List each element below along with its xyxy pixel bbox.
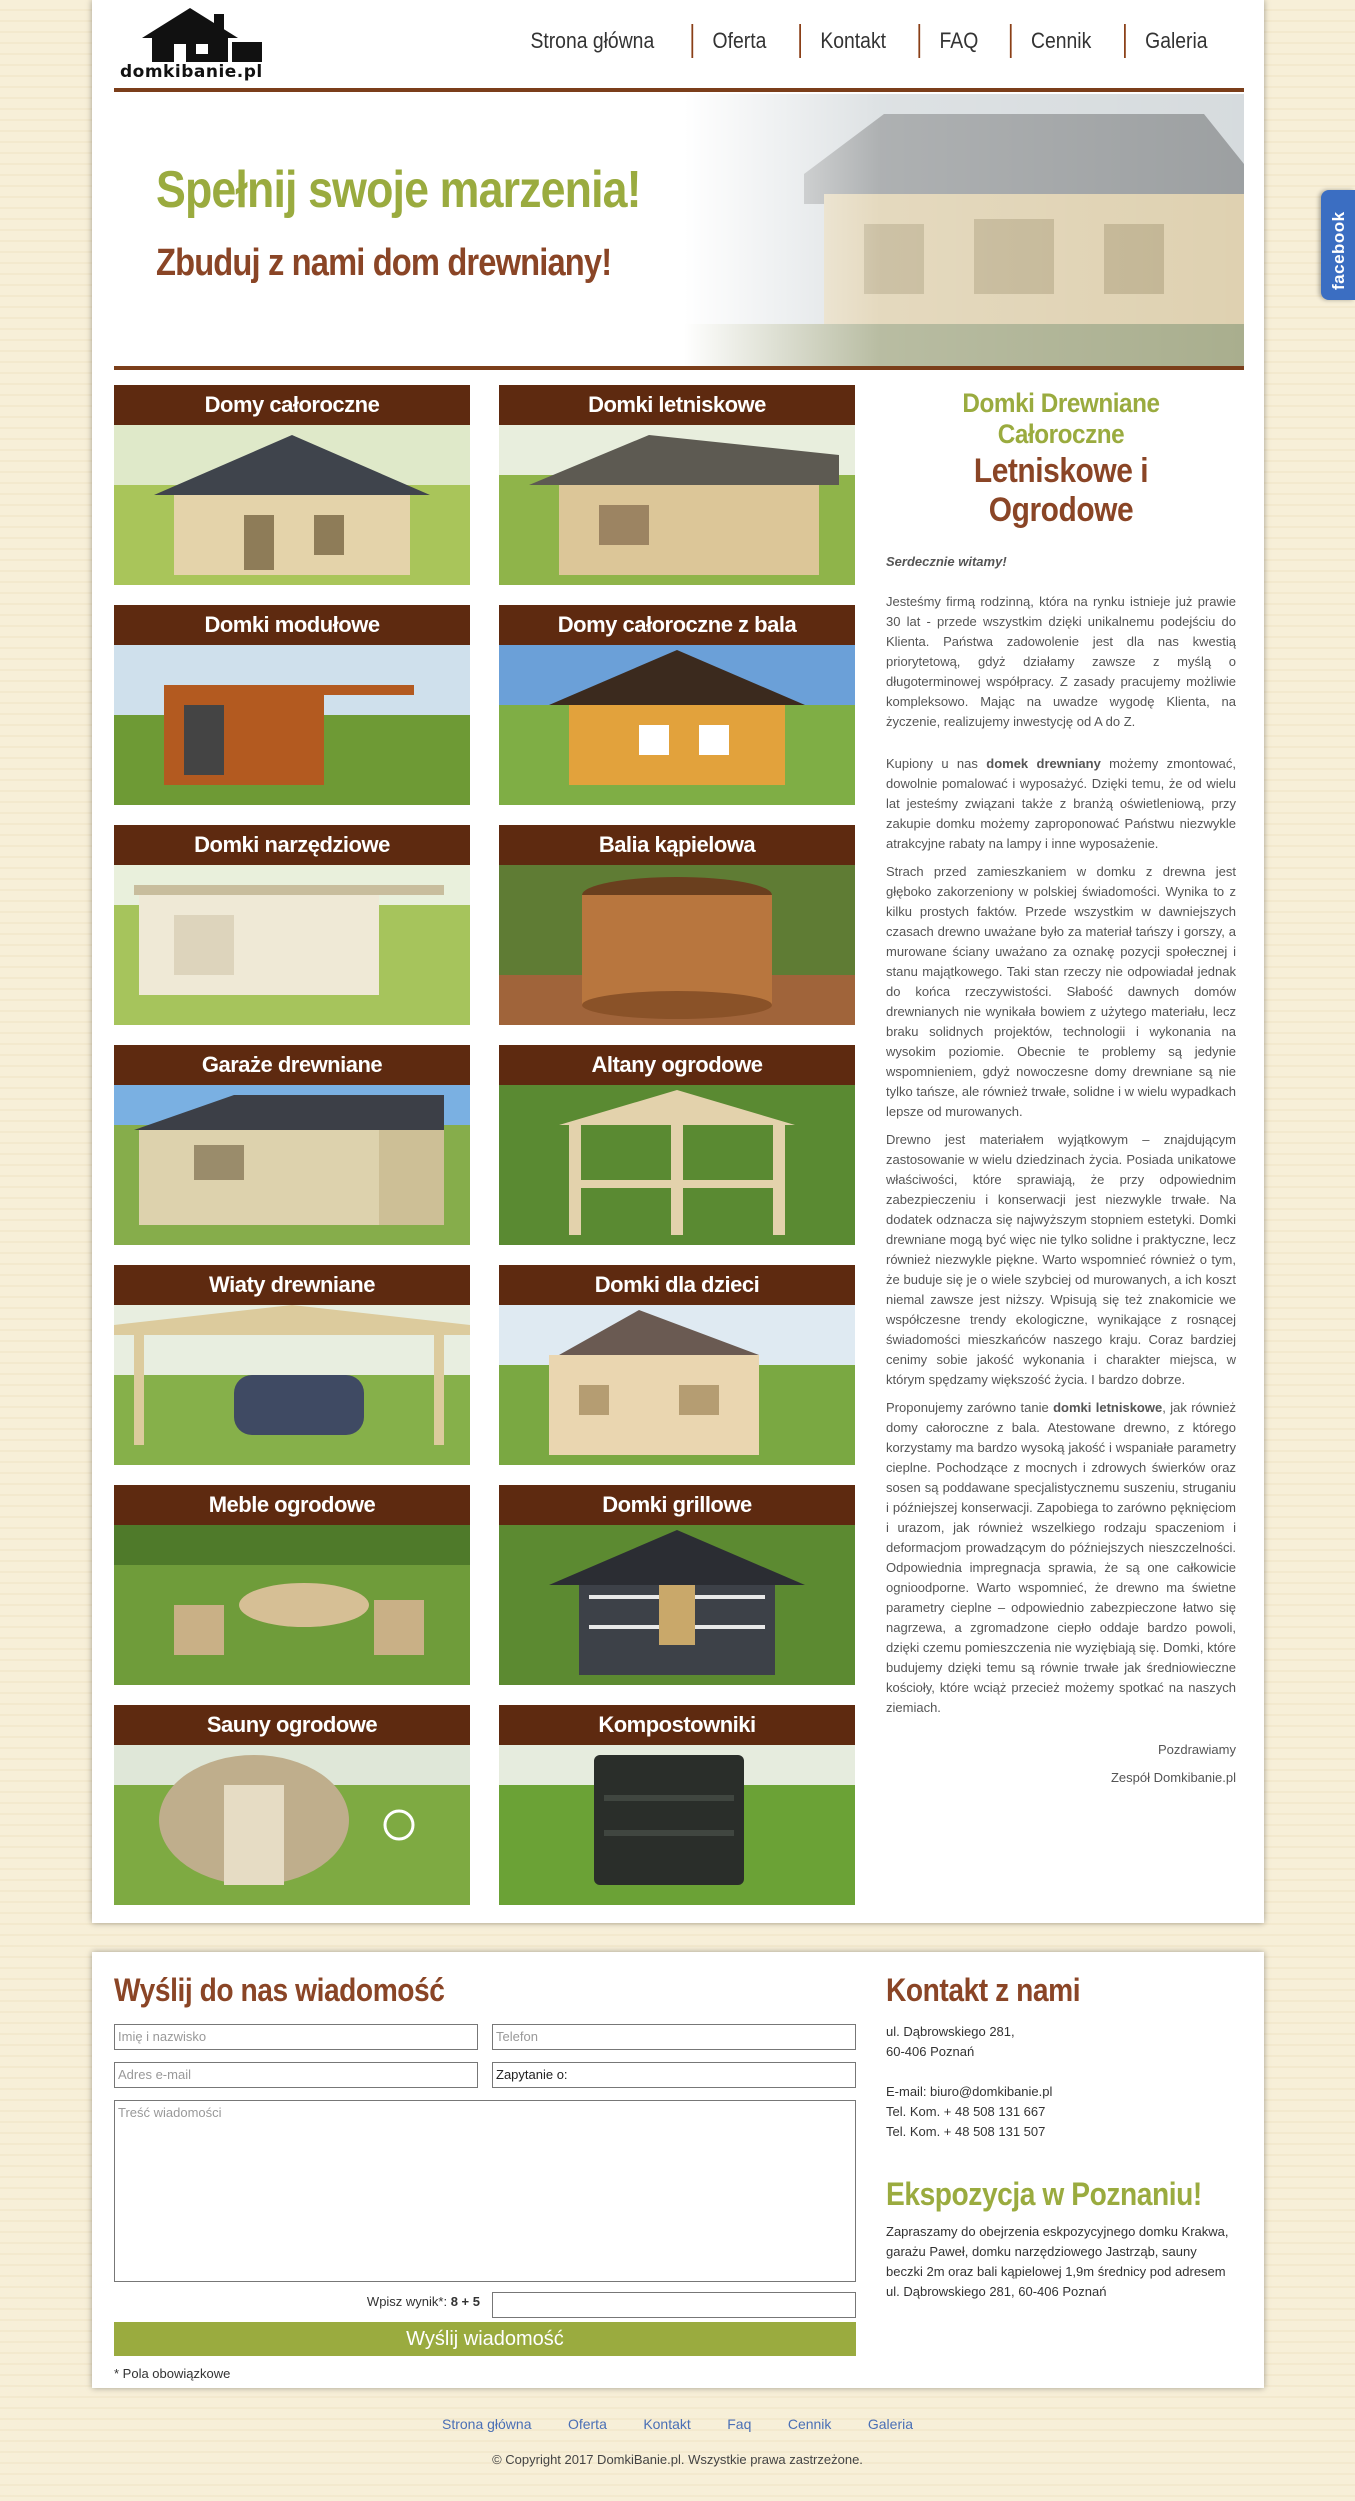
address-line-1: ul. Dąbrowskiego 281, [886, 2024, 1015, 2039]
hero-divider [114, 366, 1244, 370]
tile-title: Domy całoroczne [114, 385, 470, 425]
tile-summer-houses[interactable] [499, 385, 855, 585]
footer-link-home[interactable]: Strona główna [441, 2416, 532, 2432]
contact-phone-2[interactable]: Tel. Kom. + 48 508 131 507 [886, 2124, 1046, 2139]
tile-title: Domy całoroczne z bala [499, 605, 855, 645]
hero-banner [114, 94, 1244, 366]
intro-paragraph-4: Drewno jest materiałem wyjątkowym – znajdującym zastosowanie w wielu dziedzinach życia. Posiada unikatowe właściwości, które sprawiają, że przy odpowiednim zabezpieczeniu i konserwacji jest niezwykle trwałe. Na dodatek odznacza się najwyższym stopniem estetyki. Domki drewniane mogą być więc nie tylko solidne i praktyczne, lecz również niezwykle piękne. Warto wspomnieć również o tym, że buduje się je o wiele szybciej od murowanych, a ich koszt niemal zawsze jest niższy. Wpisują się też znakomicie we współczesne trendy ekologiczne, wynikające z rosnącej świadomości mieszkańców naszego kraju. Coraz bardziej cenimy sobie jakość wykonania i charakter miejsca, w którym spędzamy większość życia. I bardzo dobrze. [886, 1132, 1236, 1387]
footer-nav [0, 2416, 1355, 2434]
tile-image [499, 865, 855, 1025]
tile-title: Domki modułowe [114, 605, 470, 645]
footer-link-faq[interactable]: Faq [727, 2416, 752, 2432]
hero-house-image [684, 94, 1244, 366]
tile-title: Domki narzędziowe [114, 825, 470, 865]
tile-image [114, 645, 470, 805]
tile-image [114, 425, 470, 585]
message-textarea[interactable]: Treść wiadomości [114, 2100, 856, 2282]
tile-carports[interactable] [114, 1265, 470, 1465]
contact-title: Kontakt z nami [886, 1972, 1081, 2008]
footer-link-offer[interactable]: Oferta [567, 2416, 607, 2432]
tile-title: Domki dla dzieci [499, 1265, 855, 1305]
email-field[interactable]: Adres e-mail [114, 2062, 478, 2088]
intro-paragraph-1: Jesteśmy firmą rodzinną, która na rynku istnieje już prawie 30 lat - przede wszystkim dzięki unikalnemu podejściu do Klienta. Państwa zadowolenie jest dla nas kwestią priorytetową, gdyż działamy zawsze z myślą o długoterminowej współpracy. Z zasady pracujemy możliwie kompleksowo. Mając na uwadze wygodę Klienta, na życzenie, realizujemy inwestycję od A do Z. [886, 594, 1236, 729]
footer-link-contact[interactable]: Kontakt [643, 2416, 691, 2432]
address-line-2: 60-406 Poznań [886, 2044, 975, 2059]
tile-image [499, 1305, 855, 1465]
contact-details [886, 2022, 1052, 2142]
form-title: Wyślij do nas wiadomość [114, 1972, 445, 2008]
tile-kids-houses[interactable] [499, 1265, 855, 1465]
nav-offer[interactable]: Oferta [691, 24, 785, 58]
footer-link-pricing[interactable]: Cennik [787, 2416, 832, 2432]
tile-title: Domki grillowe [499, 1485, 855, 1525]
tile-title: Balia kąpielowa [499, 825, 855, 865]
tile-image [499, 1085, 855, 1245]
intro-paragraph-5: Proponujemy zarówno tanie domki letniskowe, jak również domy całoroczne z bala. Atestowane drewno, z którego korzystamy ma bardzo wysoką jakość i wspaniałe parametry cieplne. Pochodzące z mocnych i zdrowych świerków oraz sosen są poddawane specjalistycznemu suszeniu, struganiu i późniejszej konserwacji. Zapobiega to zarówno pęknięciom i urazom, jak również wszelkiego rodzaju spaczeniom i deformacjom prowadzącym do późniejszych nieszczelności. Odpowiednia impregnacja sprawia, że są one całkowicie ognioodporne. Warto wspomnieć, że drewno ma świetne parametry cieplne – odpowiednio zabezpieczone łatwo się nagrzewa, a zgromadzone ciepło oddaje bardzo powoli, dzięki czemu pomieszczenia nie wyziębiają się. Domki, które budujemy dzięki temu są równie trwałe jak średniowieczne kościoły, które wciąż przecież możemy spotkać na naszych ziemiach. [886, 1400, 1237, 1715]
nav-contact[interactable]: Kontakt [799, 24, 905, 58]
contact-phone-1[interactable]: Tel. Kom. + 48 508 131 667 [886, 2104, 1046, 2119]
tile-year-round-houses[interactable] [114, 385, 470, 585]
tile-image [114, 1525, 470, 1685]
nav-pricing[interactable]: Cennik [1009, 24, 1110, 58]
hero-subtitle: Zbuduj z nami dom drewniany! [156, 242, 612, 284]
tile-image [499, 645, 855, 805]
expo-text: Zapraszamy do obejrzenia eskpozycyjnego domku Krakwa, garażu Paweł, domku narzędziowego Jastrząb, sauny beczki 2m oraz bali kąpielowej 1,9m średnicy pod adresem ul. Dąbrowskiego 281, 60-406 Poznań [886, 2224, 1229, 2299]
captcha-input[interactable] [492, 2292, 856, 2318]
contact-email[interactable]: E-mail: biuro@domkibanie.pl [886, 2084, 1053, 2099]
inquiry-select[interactable]: Zapytanie o: [492, 2062, 856, 2088]
regards-text: Pozdrawiamy [1157, 1742, 1236, 1757]
tile-grill-houses[interactable] [499, 1485, 855, 1685]
tile-garages[interactable] [114, 1045, 470, 1245]
tile-image [114, 1745, 470, 1905]
required-note: * Pola obowiązkowe [114, 2366, 231, 2381]
tile-composters[interactable] [499, 1705, 855, 1905]
house-logo-icon [132, 6, 262, 64]
tile-image [499, 425, 855, 585]
greeting-text: Serdecznie witamy! [886, 554, 1007, 569]
team-signature: Zespół Domkibanie.pl [1110, 1770, 1236, 1785]
expo-title: Ekspozycja w Poznaniu! [886, 2176, 1202, 2212]
footer-link-gallery[interactable]: Galeria [867, 2416, 914, 2432]
intro-paragraph-3: Strach przed zamieszkaniem w domku z drewna jest głęboko zakorzeniony w polskiej świadomości. Wynika to z kilku prostych faktów. Przede wszystkim w dawniejszych czasach drewno uważane było za materiał tańszy i gorszy, a murowane ściany uważano za oznakę pozycji społecznej i stanu majątkowego. Taki stan rzeczy nie odpowiadał jednak do końca rzeczywistości. Słabość dawnych domów drewnianych nie wynikała bowiem z użytego materiału, lecz braku solidnych projektów, technologii i wykonania na wysokim poziomie. Obecnie te problemy są jedynie wspomnieniem, gdyż nowoczesne domy drewniane są nie tylko tańsze, ale również trwałe, solidne i w wielu wypadkach lepsze od murowanych. [886, 864, 1236, 1119]
logo[interactable] [120, 6, 263, 84]
nav-home[interactable]: Strona główna [530, 28, 655, 53]
tile-image [114, 1305, 470, 1465]
tile-title: Garaże drewniane [114, 1045, 470, 1085]
facebook-tab-label: facebook [1329, 211, 1348, 290]
contact-section [92, 1952, 1264, 2388]
tile-title: Wiaty drewniane [114, 1265, 470, 1305]
tile-hot-tub[interactable] [499, 825, 855, 1025]
main-container [92, 0, 1264, 1923]
tile-image [499, 1525, 855, 1685]
main-nav [500, 24, 1234, 58]
tile-gazebos[interactable] [499, 1045, 855, 1245]
intro-paragraph-2: Kupiony u nas domek drewniany możemy zmontować, dowolnie pomalować i wyposażyć. Dzięki temu, że od wielu lat jesteśmy związani także z branżą oświetleniową, przy zakupie domku możemy zaproponować Państwu niezwykle atrakcyjne rabaty na lampy i inne wyposażenie. [886, 756, 1237, 851]
tile-title: Kompostowniki [499, 1705, 855, 1745]
name-field[interactable]: Imię i nazwisko [114, 2024, 478, 2050]
hero-title: Spełnij swoje marzenia! [156, 161, 641, 219]
tile-image [114, 865, 470, 1025]
logo-text: domkibanie.pl [120, 62, 263, 82]
tile-title: Altany ogrodowe [499, 1045, 855, 1085]
tile-tool-sheds[interactable] [114, 825, 470, 1025]
captcha-label: Wpisz wynik*: 8 + 5 [366, 2294, 480, 2309]
nav-faq[interactable]: FAQ [918, 24, 997, 58]
copyright: © Copyright 2017 DomkiBanie.pl. Wszystkie prawa zastrzeżone. [492, 2452, 863, 2467]
facebook-tab[interactable] [1321, 190, 1355, 300]
nav-gallery[interactable]: Galeria [1124, 24, 1227, 58]
tile-log-houses[interactable] [499, 605, 855, 805]
intro-heading-1: Domki Drewniane Całoroczne [962, 388, 1160, 449]
tile-garden-furniture[interactable] [114, 1485, 470, 1685]
tile-title: Domki letniskowe [499, 385, 855, 425]
tile-garden-saunas[interactable] [114, 1705, 470, 1905]
tile-image [114, 1085, 470, 1245]
tile-modular-houses[interactable] [114, 605, 470, 805]
tile-title: Meble ogrodowe [114, 1485, 470, 1525]
intro-section [886, 388, 1236, 1794]
header-divider [114, 88, 1244, 92]
tile-title: Sauny ogrodowe [114, 1705, 470, 1745]
intro-heading-2: Letniskowe i Ogrodowe [973, 452, 1149, 529]
submit-button[interactable]: Wyślij wiadomość [114, 2322, 856, 2356]
phone-field[interactable]: Telefon [492, 2024, 856, 2050]
tile-image [499, 1745, 855, 1905]
